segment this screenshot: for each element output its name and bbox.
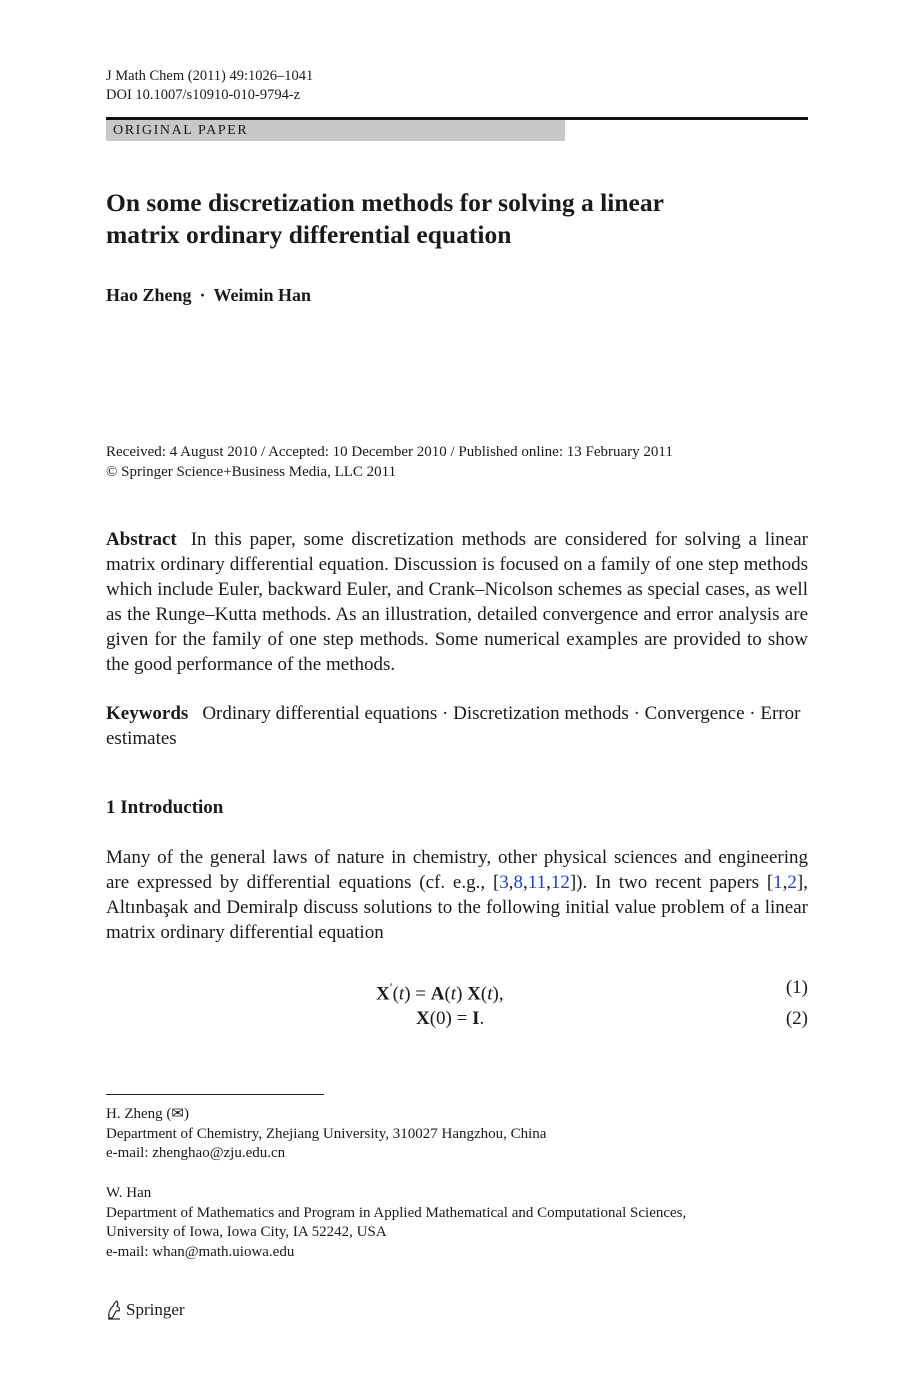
keywords-text: Ordinary differential equations · Discretization methods · Convergence · Error estimates <box>106 703 801 749</box>
author-2-affiliation-1: Department of Mathematics and Program in Applied Mathematical and Computational Sciences, <box>106 1204 687 1221</box>
article-type-badge: ORIGINAL PAPER <box>106 120 565 141</box>
title-line-2: matrix ordinary differential equation <box>106 220 512 249</box>
author-1: Hao Zheng <box>106 285 192 305</box>
citation-link[interactable]: 12 <box>550 872 570 893</box>
citation-separator: , <box>523 872 528 893</box>
paper-title <box>106 187 808 251</box>
abstract-text: In this paper, some discretization methods are considered for solving a linear matrix ordinary differential equation. Discussion is focused on a family of one step methods which include Euler, backward Euler, and Crank–Nicolson schemes as special cases, as well as the Runge–Kutta methods. As an illustration, detailed convergence and error analysis are given for the family of one step methods. Some numerical examples are provided to show the good performance of the methods. <box>106 529 808 675</box>
equation-2-number: (2) <box>785 1008 808 1029</box>
author-1-name: H. Zheng (✉) <box>106 1106 189 1122</box>
author-list <box>106 284 808 306</box>
copyright-line: © Springer Science+Business Media, LLC 2011 <box>106 464 397 480</box>
citation-separator: , <box>508 872 514 893</box>
intro-text-3: ], Altınbaşak and Demiralp discuss solutions to the following initial value problem of a linear matrix ordinary differential equation <box>106 872 808 943</box>
footnote-author-2 <box>106 1184 808 1262</box>
author-1-email[interactable]: e-mail: zhenghao@zju.edu.cn <box>106 1145 286 1161</box>
section-heading: 1 Introduction <box>106 797 224 818</box>
abstract <box>106 527 808 677</box>
springer-horse-icon <box>106 1300 122 1320</box>
citation-separator: , <box>546 872 551 893</box>
keywords-label: Keywords <box>106 703 189 724</box>
citation-link[interactable]: 2 <box>787 872 797 893</box>
publisher-logo <box>106 1299 185 1321</box>
citation-link[interactable]: 1 <box>773 872 783 893</box>
equation-1: X′(t) = A(t) X(t), <box>376 980 504 1005</box>
journal-doi: DOI 10.1007/s10910-010-9794-z <box>106 87 301 103</box>
author-1-affiliation: Department of Chemistry, Zhejiang University, 310027 Hangzhou, China <box>106 1125 547 1142</box>
citation-separator: , <box>782 872 788 893</box>
abstract-label: Abstract <box>106 529 177 550</box>
citation-link[interactable]: 3 <box>499 872 509 893</box>
author-2-affiliation-2: University of Iowa, Iowa City, IA 52242, USA <box>106 1224 387 1240</box>
equation-1-number: (1) <box>785 977 808 998</box>
intro-text-2: ]). In two recent papers [ <box>569 872 774 893</box>
citation-link[interactable]: 8 <box>513 872 524 893</box>
publisher-name: Springer <box>126 1300 185 1319</box>
author-2-email[interactable]: e-mail: whan@math.uiowa.edu <box>106 1243 295 1260</box>
author-2: Weimin Han <box>213 285 312 305</box>
journal-citation: J Math Chem (2011) 49:1026–1041 <box>106 68 314 84</box>
keywords <box>106 701 808 751</box>
journal-header <box>106 67 808 105</box>
publication-dates <box>106 442 808 482</box>
citation-link[interactable]: 11 <box>527 872 547 893</box>
title-line-1: On some discretization methods for solving a linear <box>106 188 664 217</box>
intro-paragraph <box>106 845 808 945</box>
equation-2: X(0) = I. <box>416 1008 485 1029</box>
author-separator: · <box>199 285 206 305</box>
footnote-author-1 <box>106 1105 808 1164</box>
date-history: Received: 4 August 2010 / Accepted: 10 December 2010 / Published online: 13 February 2011 <box>106 444 673 460</box>
author-2-name: W. Han <box>106 1185 152 1201</box>
intro-text-1: Many of the general laws of nature in chemistry, other physical sciences and engineering are expressed by differential equations (cf. e.g., [ <box>106 847 808 893</box>
footnote-rule <box>106 1094 324 1095</box>
